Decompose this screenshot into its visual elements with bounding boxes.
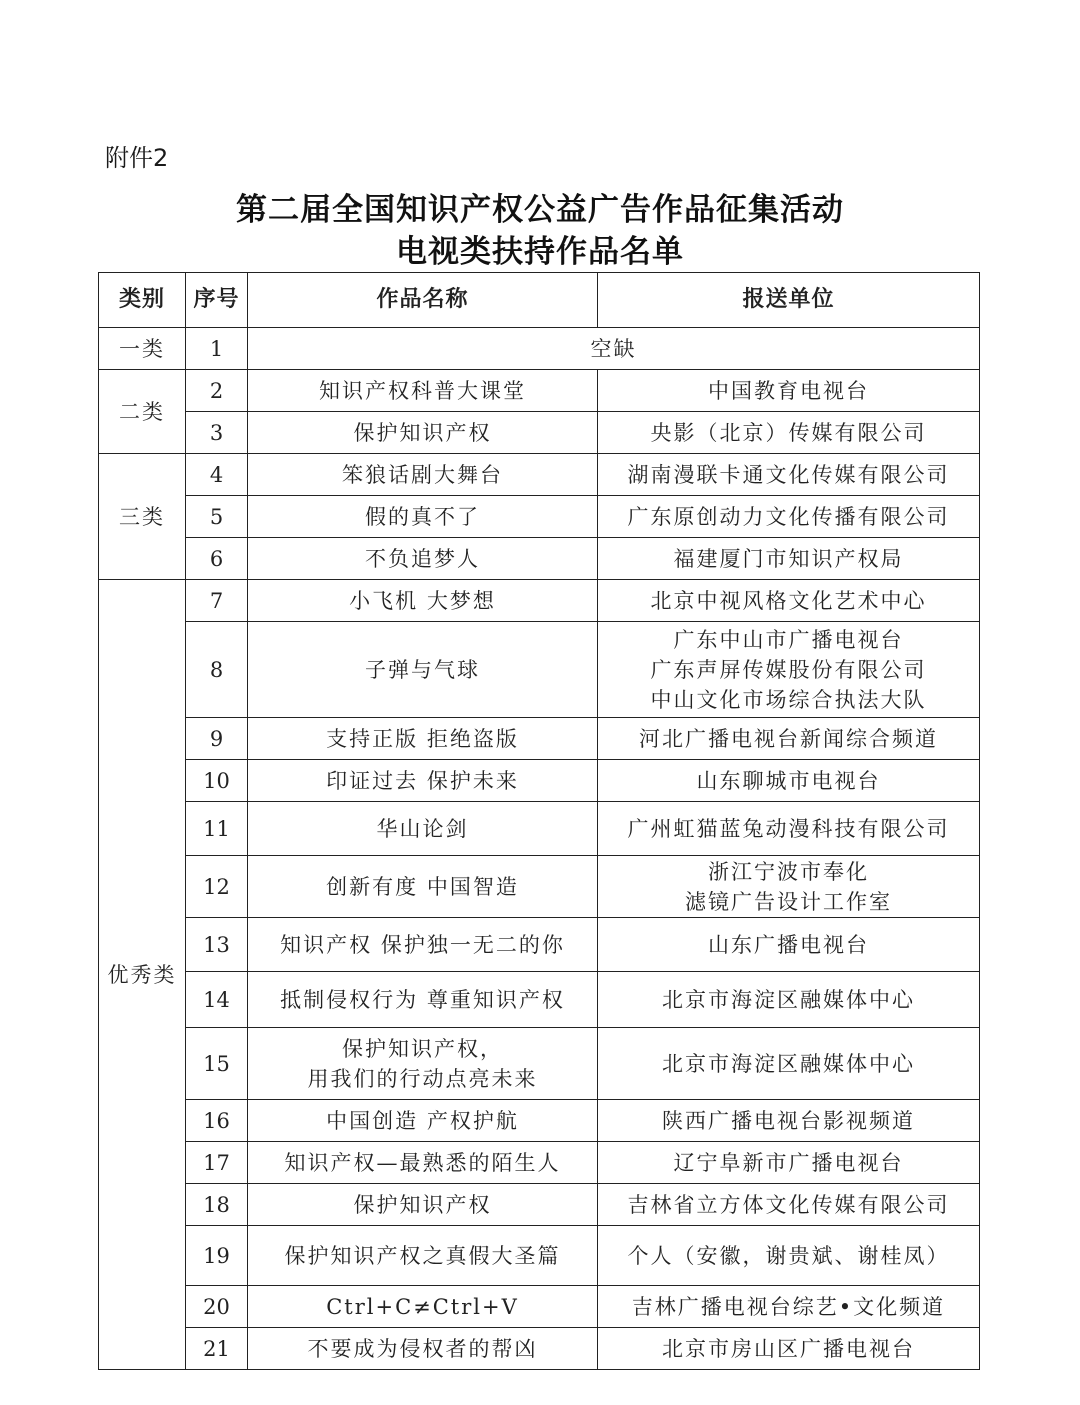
category-cell: 一类 [99,328,186,370]
submitting-unit-cell [598,1328,980,1370]
submitting-unit-line: 山东广播电视台 [708,932,869,957]
serial-number-cell: 16 [186,1100,248,1142]
serial-number-cell: 8 [186,622,248,718]
work-title-cell [248,370,598,412]
serial-number-cell: 15 [186,1028,248,1100]
table-row [99,1142,980,1184]
submitting-unit-cell [598,1226,980,1286]
table-row [99,718,980,760]
work-title-cell [248,802,598,856]
work-title-cell [248,972,598,1028]
submitting-unit-cell [598,1142,980,1184]
table-row [99,454,980,496]
work-title-cell [248,918,598,972]
work-title-cell [248,496,598,538]
table-row [99,918,980,972]
work-title-cell [248,328,980,370]
work-title-cell [248,1028,598,1100]
submitting-unit-cell [598,1028,980,1100]
work-title-cell [248,1184,598,1226]
work-title-cell [248,760,598,802]
table-row [99,1328,980,1370]
serial-number-cell: 2 [186,370,248,412]
submitting-unit-cell [598,972,980,1028]
work-title-cell [248,856,598,918]
work-title-cell [248,1286,598,1328]
work-title-line: 知识产权—最熟悉的陌生人 [284,1150,561,1175]
work-title-line: 用我们的行动点亮未来 [307,1066,538,1091]
category-cell: 优秀类 [99,580,186,1370]
header-serial: 序号 [186,273,248,328]
submitting-unit-cell [598,1286,980,1328]
serial-number-cell: 6 [186,538,248,580]
submitting-unit-line: 北京市海淀区融媒体中心 [662,987,915,1012]
work-title-cell [248,538,598,580]
submitting-unit-cell [598,412,980,454]
submitting-unit-line: 北京市房山区广播电视台 [662,1336,915,1361]
table-row [99,1028,980,1100]
work-title-cell [248,580,598,622]
work-title-cell [248,1328,598,1370]
submitting-unit-cell [598,1184,980,1226]
table-row [99,538,980,580]
table-row [99,580,980,622]
document-title-line-2: 电视类扶持作品名单 [396,234,684,270]
work-title-line: 支持正版 拒绝盗版 [326,726,519,751]
submitting-unit-line: 个人（安徽，谢贵斌、谢桂凤） [627,1243,950,1268]
serial-number-cell: 10 [186,760,248,802]
submitting-unit-line: 浙江宁波市奉化 [708,859,869,884]
submitting-unit-line: 广州虹猫蓝兔动漫科技有限公司 [627,816,950,841]
submitting-unit-cell [598,918,980,972]
table-header-row [99,273,980,328]
table-row [99,1286,980,1328]
work-title-line: 保护知识产权， [342,1036,503,1061]
submitting-unit-line: 北京市海淀区融媒体中心 [662,1051,915,1076]
work-title-line: 不负追梦人 [365,546,480,571]
attachment-label: 附件2 [105,144,169,172]
serial-number-cell: 5 [186,496,248,538]
document-title-line-1: 第二届全国知识产权公益广告作品征集活动 [236,192,844,228]
submitting-unit-cell [598,622,980,718]
work-title-cell [248,412,598,454]
submitting-unit-cell [598,1100,980,1142]
work-title-cell [248,622,598,718]
table-row [99,1184,980,1226]
table-row [99,856,980,918]
work-title-line: 创新有度 中国智造 [326,874,519,899]
submitting-unit-line: 中国教育电视台 [708,378,869,403]
work-title-cell [248,454,598,496]
submitting-unit-line: 辽宁阜新市广播电视台 [673,1150,904,1175]
work-title-line: 子弹与气球 [365,657,480,682]
submitting-unit-line: 央影（北京）传媒有限公司 [650,420,927,445]
submitting-unit-line: 陕西广播电视台影视频道 [662,1108,915,1133]
work-title-line: 保护知识产权 [353,1192,492,1217]
work-title-line: 笨狼话剧大舞台 [342,462,503,487]
work-title-line: 假的真不了 [365,504,480,529]
submitting-unit-line: 吉林广播电视台综艺•文化频道 [631,1294,946,1319]
serial-number-cell: 19 [186,1226,248,1286]
submitting-unit-line: 山东聊城市电视台 [696,768,881,793]
serial-number-cell: 4 [186,454,248,496]
table-row [99,1226,980,1286]
serial-number-cell: 17 [186,1142,248,1184]
category-cell: 三类 [99,454,186,580]
work-title-line: 不要成为侵权者的帮凶 [307,1336,538,1361]
table-row [99,412,980,454]
serial-number-cell: 7 [186,580,248,622]
table-body [99,328,980,1370]
work-title-cell [248,1142,598,1184]
submitting-unit-cell [598,454,980,496]
work-title-line: 小飞机 大梦想 [349,588,496,613]
submitting-unit-line: 广东中山市广播电视台 [673,627,904,652]
work-title-line: 华山论剑 [376,816,469,841]
work-title-line: 保护知识产权之真假大圣篇 [284,1243,561,1268]
table-row [99,370,980,412]
submitting-unit-line: 吉林省立方体文化传媒有限公司 [627,1192,950,1217]
work-title-line: 印证过去 保护未来 [326,768,519,793]
table-row [99,802,980,856]
work-title-line: 空缺 [590,336,637,361]
serial-number-cell: 1 [186,328,248,370]
submitting-unit-cell [598,760,980,802]
serial-number-cell: 11 [186,802,248,856]
serial-number-cell: 21 [186,1328,248,1370]
work-title-line: Ctrl+C≠Ctrl+V [326,1294,519,1319]
submitting-unit-line: 滤镜广告设计工作室 [685,889,892,914]
submitting-unit-cell [598,718,980,760]
work-title-line: 知识产权 保护独一无二的你 [280,932,565,957]
work-title-cell [248,718,598,760]
table-row [99,760,980,802]
table-row [99,328,980,370]
submitting-unit-line: 中山文化市场综合执法大队 [650,687,927,712]
submitting-unit-line: 广东原创动力文化传播有限公司 [627,504,950,529]
submitting-unit-cell [598,580,980,622]
serial-number-cell: 18 [186,1184,248,1226]
serial-number-cell: 13 [186,918,248,972]
submitting-unit-line: 北京中视风格文化艺术中心 [650,588,927,613]
work-title-line: 抵制侵权行为 尊重知识产权 [280,987,565,1012]
submitting-unit-cell [598,802,980,856]
submitting-unit-cell [598,856,980,918]
table-row [99,972,980,1028]
work-title-cell [248,1100,598,1142]
header-submitting-unit: 报送单位 [598,273,980,328]
submitting-unit-line: 河北广播电视台新闻综合频道 [639,726,938,751]
submitting-unit-cell [598,538,980,580]
award-list-table [98,272,980,1370]
work-title-line: 保护知识产权 [353,420,492,445]
work-title-line: 知识产权科普大课堂 [319,378,526,403]
serial-number-cell: 9 [186,718,248,760]
submitting-unit-cell [598,370,980,412]
serial-number-cell: 3 [186,412,248,454]
work-title-line: 中国创造 产权护航 [326,1108,519,1133]
header-work-title: 作品名称 [248,273,598,328]
submitting-unit-cell [598,496,980,538]
submitting-unit-line: 福建厦门市知识产权局 [673,546,904,571]
serial-number-cell: 12 [186,856,248,918]
submitting-unit-line: 湖南漫联卡通文化传媒有限公司 [627,462,950,487]
serial-number-cell: 14 [186,972,248,1028]
header-category: 类别 [99,273,186,328]
serial-number-cell: 20 [186,1286,248,1328]
category-cell: 二类 [99,370,186,454]
submitting-unit-line: 广东声屏传媒股份有限公司 [650,657,927,682]
work-title-cell [248,1226,598,1286]
table-row [99,496,980,538]
table-row [99,622,980,718]
table-row [99,1100,980,1142]
